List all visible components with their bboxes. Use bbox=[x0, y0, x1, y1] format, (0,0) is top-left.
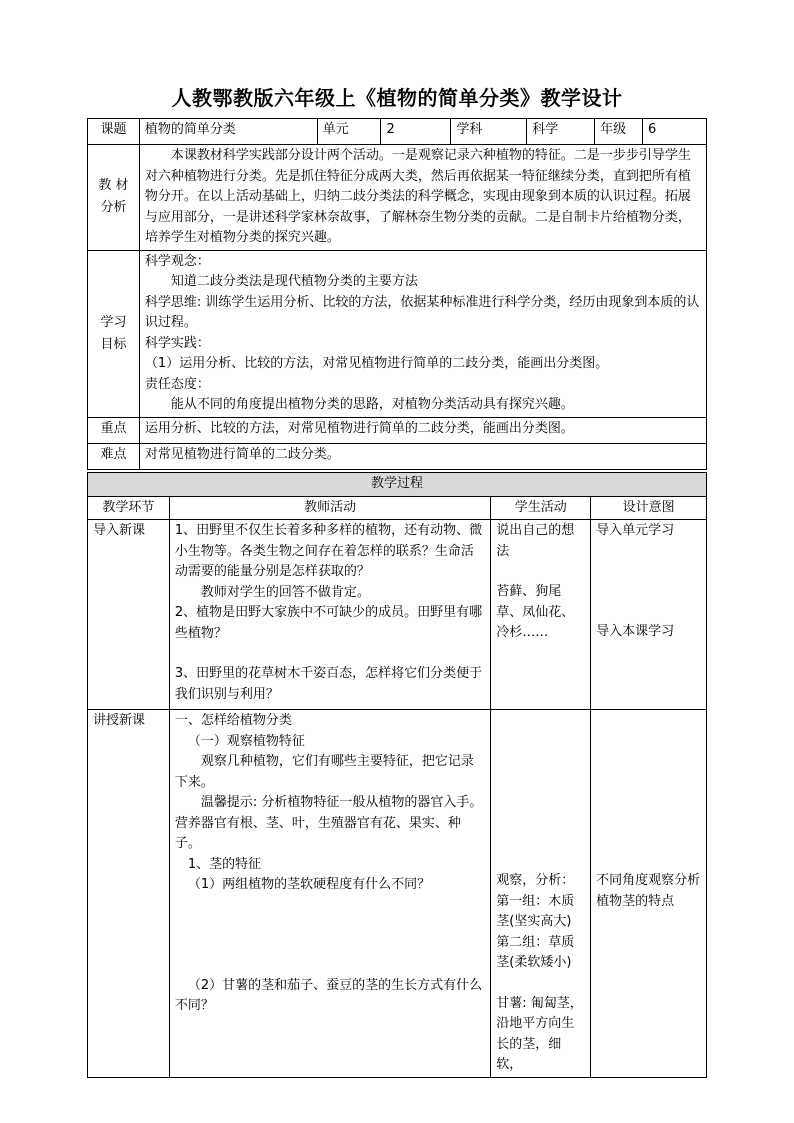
grade-label: 年级 bbox=[595, 119, 643, 145]
attitude-heading: 责任态度： bbox=[144, 376, 210, 392]
lecture-subsection-1: （一）观察植物特征 bbox=[187, 733, 305, 749]
intro-teacher-activity bbox=[169, 520, 490, 710]
intro-student-activity bbox=[491, 520, 591, 710]
lecture-stem-question-2: （2）甘薯的茎和茄子、蚕豆的茎的生长方式有什么不同？ bbox=[174, 977, 483, 1013]
subject-value: 科学 bbox=[527, 119, 595, 145]
intro-intent-2: 导入本课学习 bbox=[596, 623, 675, 639]
practice-heading: 科学实践： bbox=[144, 335, 210, 351]
intro-design-intent bbox=[591, 520, 707, 710]
lecture-section-1: 一、怎样给植物分类 bbox=[174, 713, 292, 728]
lecture-student-observe: 观察，分析： bbox=[496, 873, 575, 888]
key-point-label: 重点 bbox=[88, 417, 140, 443]
intro-intent-1: 导入单元学习 bbox=[596, 523, 675, 538]
practice-text: （1）运用分析、比较的方法，对常见植物进行简单的二歧分类，能画出分类图。 bbox=[144, 356, 609, 371]
intro-student-answer-1: 说出自己的想法 bbox=[496, 523, 575, 559]
header-stage: 教学环节 bbox=[88, 496, 170, 520]
intro-question-2: 2、植物是田野大家族中不可缺少的成员。田野里有哪些植物？ bbox=[174, 605, 483, 641]
difficulty-label: 难点 bbox=[88, 443, 140, 469]
objectives-label: 学习 目标 bbox=[88, 250, 140, 417]
objectives-text bbox=[139, 250, 706, 417]
concept-text: 知道二歧分类法是现代植物分类的主要方法 bbox=[170, 274, 418, 289]
lecture-student-activity bbox=[491, 710, 591, 1078]
intro-student-answer-2: 苔藓、狗尾草、凤仙花、冷杉…… bbox=[496, 584, 575, 640]
lecture-student-group-2: 第二组：草质茎(柔软矮小) bbox=[496, 934, 575, 970]
lecture-observe-text: 观察几种植物，它们有哪些主要特征，把它记录下来。 bbox=[174, 754, 474, 790]
analysis-label: 教 材 分析 bbox=[88, 145, 140, 251]
page-title: 人教鄂教版六年级上《植物的简单分类》教学设计 bbox=[171, 86, 623, 110]
subject-label: 学科 bbox=[451, 119, 527, 145]
teaching-process-table bbox=[87, 472, 707, 1078]
topic-value: 植物的简单分类 bbox=[139, 119, 317, 145]
concept-heading: 科学观念： bbox=[144, 253, 210, 269]
intro-teacher-note: 教师对学生的回答不做肯定。 bbox=[200, 584, 370, 600]
lecture-intent-1: 不同角度观察分析植物茎的特点 bbox=[596, 873, 701, 909]
lecture-stem-question-1: （1）两组植物的茎软硬程度有什么不同？ bbox=[187, 877, 431, 892]
lecture-tip-text: 温馨提示: 分析植物特征一般从植物的器官入手。营养器官有根、茎、叶，生殖器官有花、果实、种子。 bbox=[174, 795, 483, 851]
intro-stage: 导入新课 bbox=[88, 520, 170, 710]
analysis-text: 本课教材科学实践部分设计两个活动。一是观察记录六种植物的特征。二是一步步引导学生对六种植物进行分类。先是抓住特征分成两大类，然后再依据某一特征继续分类，直到把所有植物分开。在以上活动基础上，归纳二歧分类法的科学概念，实现由现象到本质的认识过程。拓展与应用部分，一是讲述科学家林奈故事，了解林奈生物分类的贡献。二是自制卡片给植物分类，培养学生对植物分类的探究兴趣。 bbox=[139, 145, 706, 251]
header-teacher: 教师活动 bbox=[169, 496, 490, 520]
thinking-text: 科学思维: 训练学生运用分析、比较的方法，依据某种标准进行科学分类，经历由现象到本质的认识过程。 bbox=[144, 294, 700, 330]
unit-value: 2 bbox=[381, 119, 451, 145]
lesson-info-table bbox=[87, 118, 707, 470]
unit-label: 单元 bbox=[317, 119, 381, 145]
grade-value: 6 bbox=[643, 119, 707, 145]
intro-question-3: 3、田野里的花草树木千姿百态，怎样将它们分类便于我们识别与利用？ bbox=[174, 666, 483, 702]
lecture-student-group-1: 第一组：木质茎(坚实高大) bbox=[496, 893, 575, 929]
difficulty-text: 对常见植物进行简单的二歧分类。 bbox=[139, 443, 706, 469]
header-student: 学生活动 bbox=[491, 496, 591, 520]
lecture-design-intent bbox=[591, 710, 707, 1078]
topic-label: 课题 bbox=[88, 119, 140, 145]
lecture-student-sweet-potato: 甘薯: 匍匐茎，沿地平方向生长的茎，细软， bbox=[496, 995, 583, 1072]
process-heading: 教学过程 bbox=[88, 473, 707, 497]
attitude-text: 能从不同的角度提出植物分类的思路，对植物分类活动具有探究兴趣。 bbox=[170, 397, 574, 412]
lecture-stem-heading: 1、茎的特征 bbox=[187, 856, 262, 872]
key-point-text: 运用分析、比较的方法，对常见植物进行简单的二歧分类，能画出分类图。 bbox=[139, 417, 706, 443]
lecture-stage: 讲授新课 bbox=[88, 710, 170, 1078]
intro-question-1: 1、田野里不仅生长着多种多样的植物，还有动物、微小生物等。各类生物之间存在着怎样的联系？生命活动需要的能量分别是怎样获取的？ bbox=[174, 523, 483, 579]
header-intent: 设计意图 bbox=[591, 496, 707, 520]
lecture-teacher-activity bbox=[169, 710, 490, 1078]
